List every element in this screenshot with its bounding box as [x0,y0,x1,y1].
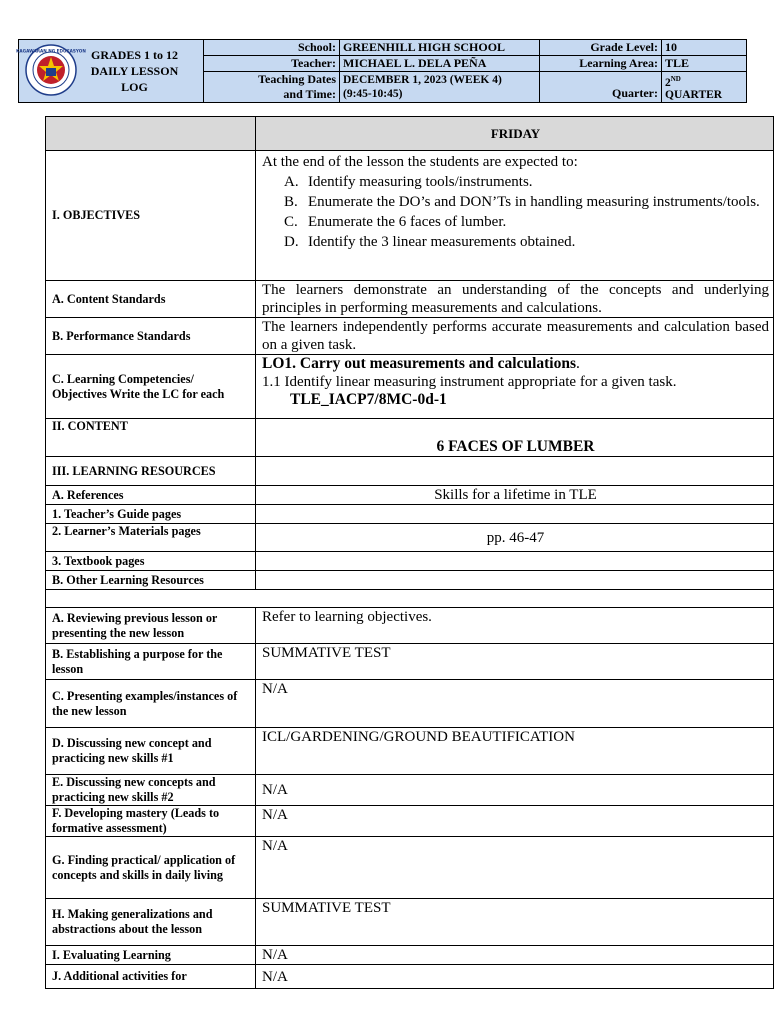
procedure-label: B. Establishing a purpose for the lesson [46,644,256,680]
procedure-label: E. Discussing new concepts and practicing new skills #2 [46,775,256,806]
grade-label: Grade Level: [540,40,662,56]
dates-label [204,72,340,103]
competencies-label: C. Learning Competencies/ Objectives Write the LC for each [46,355,256,419]
area-label: Learning Area: [540,56,662,72]
day-header-blank [46,117,256,151]
performance-standards-text: The learners independently performs accurate measurements and calculation based on a given task. [256,318,774,355]
procedure-text: N/A [256,965,774,989]
procedure-label: J. Additional activities for [46,965,256,989]
performance-standards-label: B. Performance Standards [46,318,256,355]
procedure-row [46,946,774,965]
spacer-row [46,590,774,608]
resources-row [46,457,774,486]
competency-sub: 1.1 Identify linear measuring instrument appropriate for a given task. [262,374,677,390]
area-value: TLE [662,56,747,72]
procedure-row [46,899,774,946]
procedure-text: ICL/GARDENING/GROUND BEAUTIFICATION [256,728,774,775]
objective-letter: C. [284,214,298,230]
procedure-text: N/A [256,837,774,899]
competency-lo [262,355,769,373]
content-row [46,419,774,457]
procedure-label: C. Presenting examples/instances of the new lesson [46,680,256,728]
title-line-1: GRADES 1 to 12 [90,48,178,62]
dates-label-line-2: and Time: [283,87,336,101]
procedure-label: I. Evaluating Learning [46,946,256,965]
references-row [46,486,774,505]
title-line-3: LOG [121,80,148,94]
spacer-cell [46,590,774,608]
objective-item [284,212,769,232]
competency-code: TLE_IACP7/8MC-0d-1 [290,391,447,408]
teachers-guide-text [256,505,774,524]
textbook-row [46,552,774,571]
references-label: A. References [46,486,256,505]
procedure-label: D. Discussing new concept and practicing new skills #1 [46,728,256,775]
other-resources-text [256,571,774,590]
quarter-word: QUARTER [665,89,723,101]
objective-text: Enumerate the 6 faces of lumber. [308,214,507,230]
lesson-log-table [45,116,774,989]
school-label: School: [204,40,340,56]
textbook-label: 3. Textbook pages [46,552,256,571]
teacher-value: MICHAEL L. DELA PEÑA [340,56,540,72]
learners-materials-row [46,524,774,552]
header-table [18,39,747,103]
resources-label: III. LEARNING RESOURCES [46,457,256,486]
school-value: GREENHILL HIGH SCHOOL [340,40,540,56]
objective-item [284,172,769,192]
learners-materials-text: pp. 46-47 [256,524,774,552]
objective-text: Identify the 3 linear measurements obtained. [308,234,576,250]
procedure-label: A. Reviewing previous lesson or presenting the new lesson [46,608,256,644]
objective-letter: A. [284,174,299,190]
quarter-superscript: ND [670,75,681,84]
grade-value: 10 [662,40,747,56]
procedure-row [46,608,774,644]
content-standards-label: A. Content Standards [46,281,256,318]
performance-standards-row [46,318,774,355]
content-standards-text: The learners demonstrate an understanding of the concepts and underlying principles in performing measurements and calculations. [256,281,774,318]
competencies-row [46,355,774,419]
dates-value-line-1: DECEMBER 1, 2023 (WEEK 4) [343,74,502,86]
competency-lo-period: . [576,355,580,372]
teacher-label: Teacher: [204,56,340,72]
other-resources-label: B. Other Learning Resources [46,571,256,590]
resources-blank [256,457,774,486]
teachers-guide-label: 1. Teacher’s Guide pages [46,505,256,524]
objective-text: Enumerate the DO’s and DON’Ts in handling measuring instruments/tools. [308,194,760,210]
dates-label-line-1: Teaching Dates [258,72,336,86]
content-text: 6 FACES OF LUMBER [256,419,774,457]
textbook-text [256,552,774,571]
procedure-text: N/A [256,946,774,965]
procedure-label: G. Finding practical/ application of concepts and skills in daily living [46,837,256,899]
procedure-text: N/A [256,806,774,837]
learners-materials-label: 2. Learner’s Materials pages [46,524,256,552]
procedure-row [46,728,774,775]
procedure-text: SUMMATIVE TEST [256,899,774,946]
teachers-guide-row [46,505,774,524]
day-header-row [46,117,774,151]
procedure-text: Refer to learning objectives. [256,608,774,644]
procedure-text: N/A [256,775,774,806]
objective-text: Identify measuring tools/instruments. [308,174,533,190]
objectives-list [262,172,769,252]
procedure-row [46,837,774,899]
references-text: Skills for a lifetime in TLE [256,486,774,505]
competency-lo-text: LO1. Carry out measurements and calculations [262,355,577,372]
objectives-label: I. OBJECTIVES [46,151,256,281]
title-cell [16,40,204,103]
procedure-row [46,806,774,837]
quarter-value [662,72,747,103]
objective-item [284,192,769,212]
procedure-row [46,775,774,806]
objective-letter: B. [284,194,298,210]
content-standards-row [46,281,774,318]
procedure-row [46,680,774,728]
objectives-intro: At the end of the lesson the students are expected to: [262,154,578,170]
objectives-content [256,151,774,281]
competencies-content [256,355,774,419]
quarter-number: 2 [665,77,671,89]
content-label: II. CONTENT [46,419,256,457]
quarter-label: Quarter: [540,72,662,103]
deped-seal-icon [16,44,86,96]
dates-value-line-2: (9:45-10:45) [343,88,403,100]
title-line-2: DAILY LESSON [90,64,179,78]
other-resources-row [46,571,774,590]
procedure-text: N/A [256,680,774,728]
objectives-row [46,151,774,281]
dates-value [340,72,540,103]
procedure-text: SUMMATIVE TEST [256,644,774,680]
objective-letter: D. [284,234,299,250]
svg-text:KAGAWARAN NG EDUKASYON: KAGAWARAN NG EDUKASYON [16,48,86,54]
procedure-row [46,644,774,680]
procedure-label: H. Making generalizations and abstractions about the lesson [46,899,256,946]
procedure-label: F. Developing mastery (Leads to formative assessment) [46,806,256,837]
procedure-row [46,965,774,989]
day-header: FRIDAY [256,117,774,151]
objective-item [284,232,769,252]
